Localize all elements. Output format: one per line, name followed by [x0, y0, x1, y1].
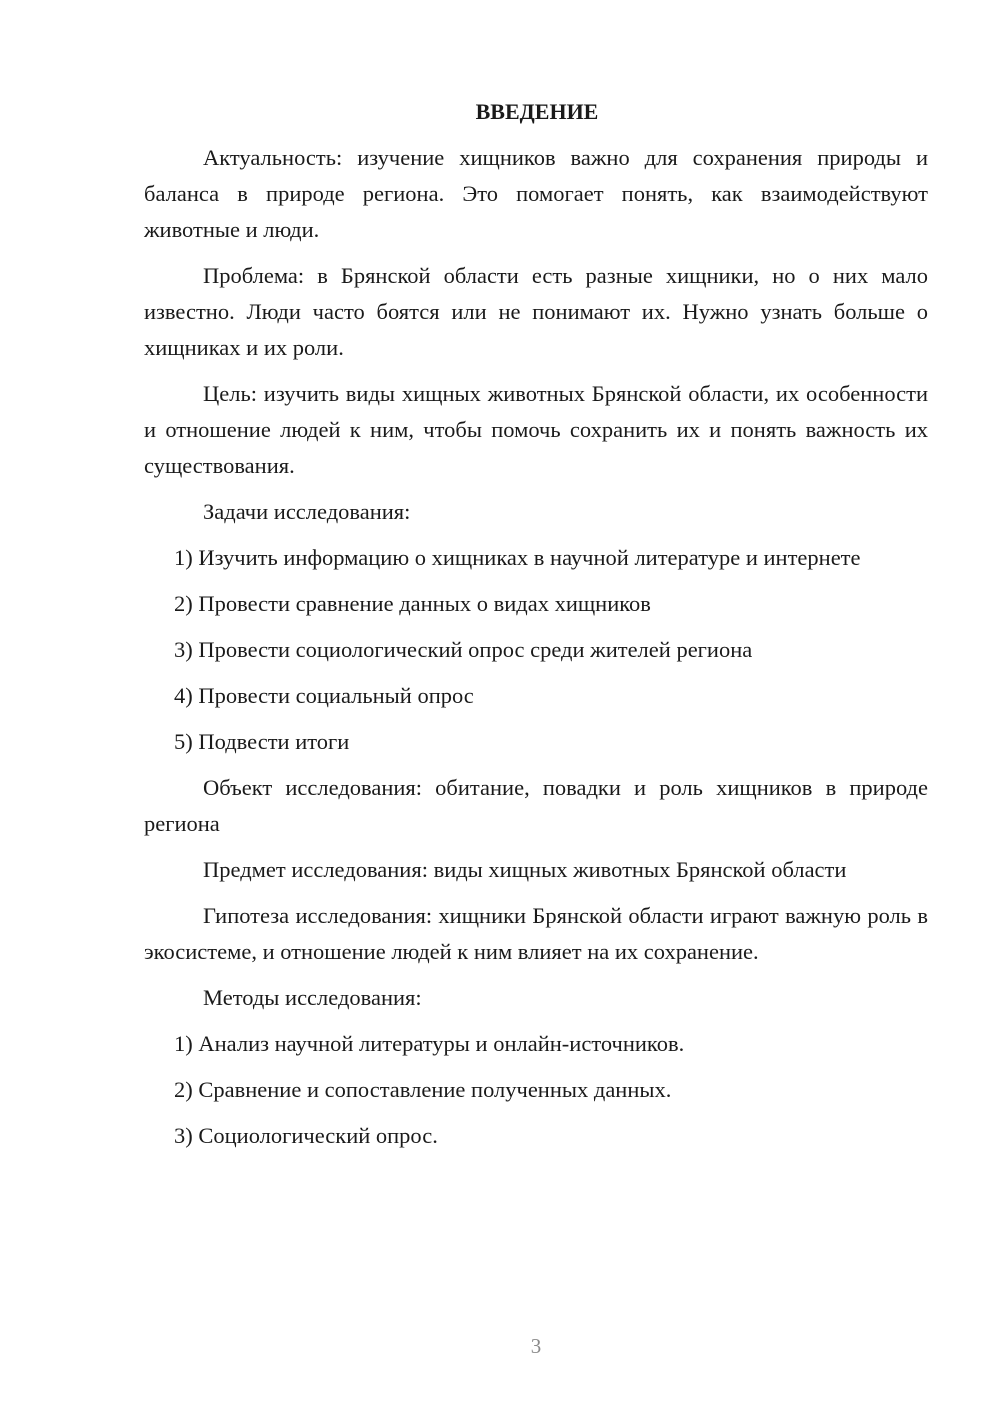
- method-item-3: 3) Социологический опрос.: [174, 1123, 438, 1148]
- task-item-5: 5) Подвести итоги: [174, 729, 350, 754]
- paragraph-problem: Проблема: в Брянской области есть разные хищники, но о них мало известно. Люди часто боятся или не понимают их. Нужно узнать больше о хищниках и их роли.: [144, 263, 928, 360]
- method-item-1: 1) Анализ научной литературы и онлайн-источников.: [174, 1031, 685, 1056]
- paragraph-subject: Предмет исследования: виды хищных животных Брянской области: [203, 857, 847, 882]
- task-item-4: 4) Провести социальный опрос: [174, 683, 474, 708]
- method-item-2: 2) Сравнение и сопоставление полученных данных.: [174, 1077, 672, 1102]
- paragraph-relevance: Актуальность: изучение хищников важно для сохранения природы и баланса в природе региона. Это помогает понять, как взаимодействуют животные и люди.: [144, 145, 928, 242]
- methods-heading: Методы исследования:: [203, 985, 422, 1010]
- document-body: [144, 94, 928, 1164]
- paragraph-object: Объект исследования: обитание, повадки и роль хищников в природе региона: [144, 775, 928, 836]
- page-number: 3: [530, 1334, 542, 1358]
- page-title: ВВЕДЕНИЕ: [475, 99, 599, 124]
- paragraph-goal: Цель: изучить виды хищных животных Брянской области, их особенности и отношение людей к ним, чтобы помочь сохранить их и понять важность их существования.: [144, 381, 928, 478]
- paragraph-hypothesis: Гипотеза исследования: хищники Брянской области играют важную роль в экосистеме, и отношение людей к ним влияет на их сохранение.: [144, 903, 928, 964]
- task-item-1: 1) Изучить информацию о хищниках в научной литературе и интернете: [174, 545, 861, 570]
- task-item-3: 3) Провести социологический опрос среди жителей региона: [174, 637, 753, 662]
- task-item-2: 2) Провести сравнение данных о видах хищников: [174, 591, 651, 616]
- tasks-heading: Задачи исследования:: [203, 499, 411, 524]
